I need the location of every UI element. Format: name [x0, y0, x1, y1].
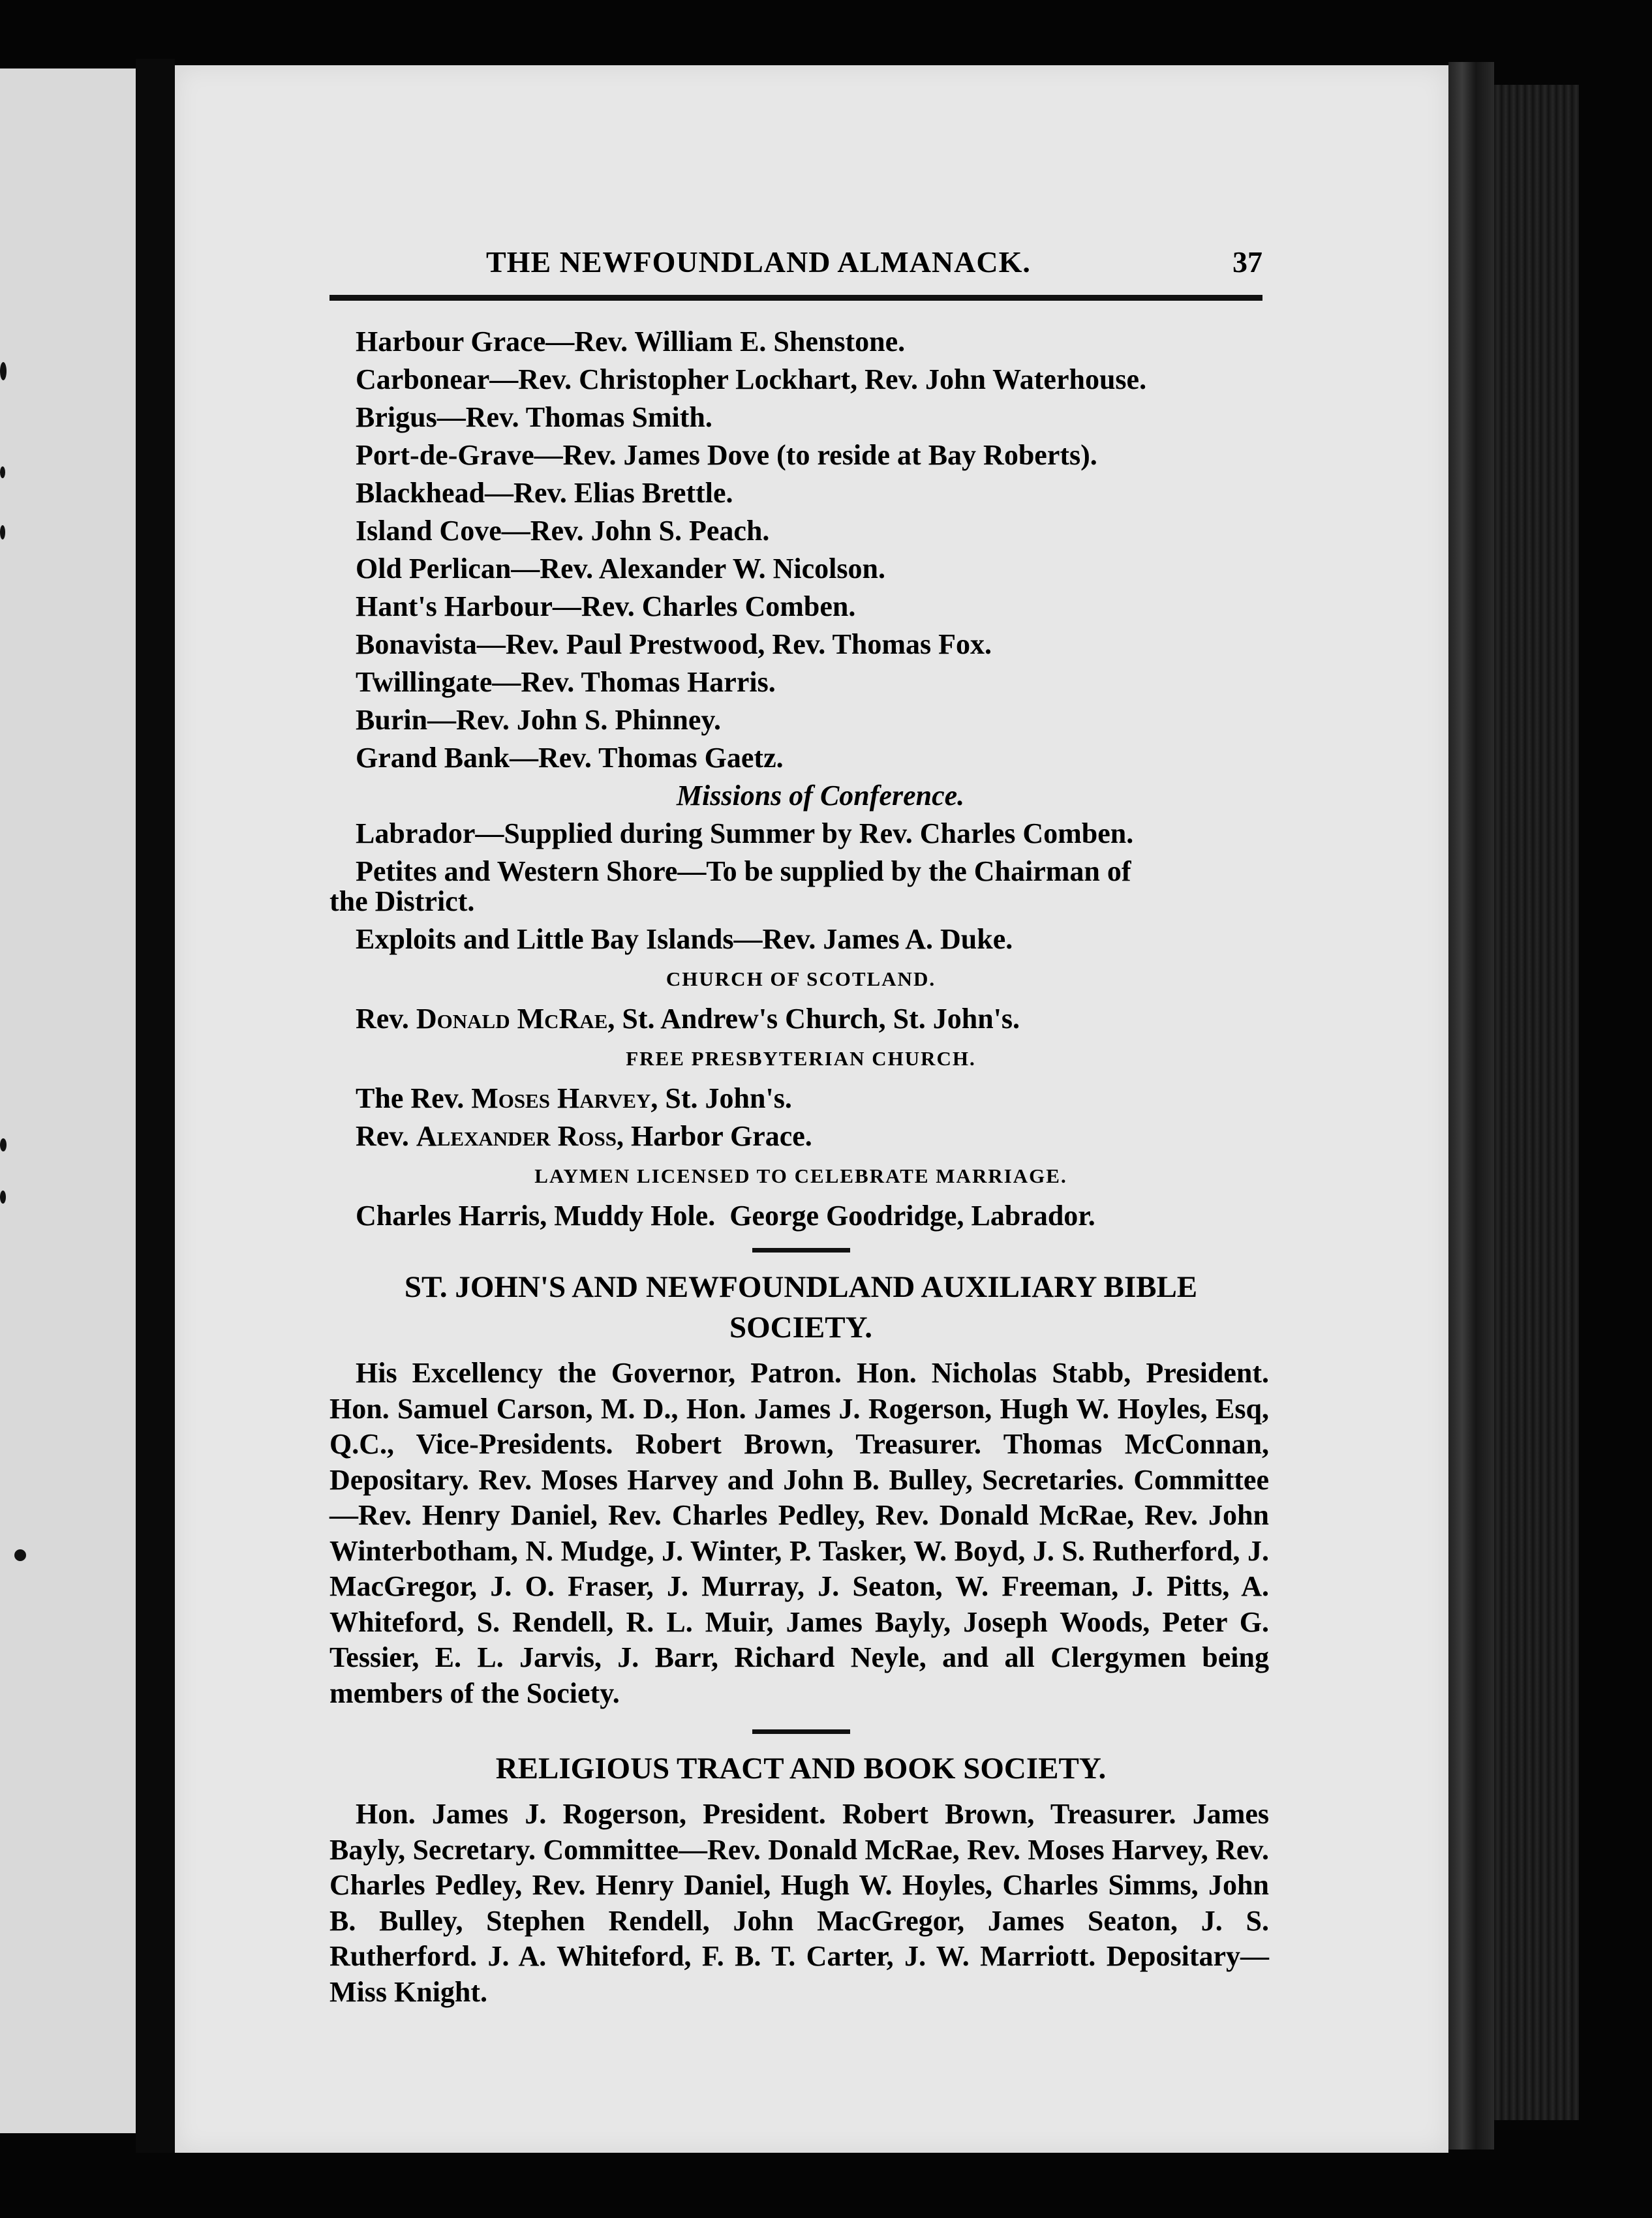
minister-name: Donald McRae,: [416, 1003, 615, 1035]
mission-line: Labrador—Supplied during Summer by Rev. Charles Comben.: [356, 817, 1134, 849]
station-line: Blackhead—Rev. Elias Brettle.: [356, 477, 733, 509]
station-line: Twillingate—Rev. Thomas Harris.: [356, 666, 776, 698]
tract-society-body: Hon. James J. Rogerson, President. Robert Brown, Treasurer. James Bayly, Secretary. Committee—Rev. Donald McRae, Rev. Moses Harvey, Rev. Charles Pedley, Rev. Henry Daniel, Hugh W. Hoyles, Charles Simms, John B. Bulley, Stephen Rendell, John MacGregor, James Seaton, J. S. Rutherford. J. A. Whiteford, F. B. T. Carter, J. W. Marriott. Depositary—Miss Knight.: [329, 1798, 1269, 2008]
entry-prefix: The Rev.: [356, 1082, 472, 1114]
station-line: Grand Bank—Rev. Thomas Gaetz.: [356, 742, 784, 774]
section-divider: [752, 1248, 850, 1253]
church-of-scotland-entry: [329, 1000, 1272, 1038]
station-line: Burin—Rev. John S. Phinney.: [356, 704, 721, 736]
station-line: Old Perlican—Rev. Alexander W. Nicolson.: [356, 553, 886, 585]
free-presbyterian-entry: [329, 1080, 1272, 1117]
entry-rest: St. Andrew's Church, St. John's.: [615, 1003, 1020, 1035]
book-block-edge: [1494, 85, 1579, 2120]
entry-rest: Harbor Grace.: [624, 1120, 812, 1152]
mission-line-continued: the District.: [329, 885, 475, 917]
minister-name: Moses Harvey,: [471, 1082, 658, 1114]
laymen-entry: Charles Harris, Muddy Hole. George Goodridge, Labrador.: [356, 1200, 1095, 1232]
station-line: Port-de-Grave—Rev. James Dove (to reside at Bay Roberts).: [356, 439, 1097, 471]
page-number: 37: [1232, 245, 1262, 279]
minister-name: Alexander Ross,: [416, 1120, 624, 1152]
bible-society-body: His Excellency the Governor, Patron. Hon. Nicholas Stabb, President. Hon. Samuel Carson, M. D., Hon. James J. Rogerson, Hugh W. Hoyles, Esq, Q.C., Vice-Presidents. Robert Brown, Treasurer. Thomas McConnan, Depositary. Rev. Moses Harvey and John B. Bulley, Secretaries. Committee—Rev. Henry Daniel, Rev. Charles Pedley, Rev. Donald McRae, Rev. John Winterbotham, N. Mudge, J. Winter, P. Tasker, W. Boyd, J. S. Rutherford, J. MacGregor, J. O. Fraser, J. Murray, J. Seaton, W. Freeman, J. Pitts, A. Whiteford, S. Rendell, R. L. Muir, James Bayly, Joseph Woods, Peter G. Tessier, E. L. Jarvis, J. Barr, Richard Neyle, and all Clergymen being members of the Society.: [329, 1357, 1269, 1709]
laymen-heading: LAYMEN LICENSED TO CELEBRATE MARRIAGE.: [534, 1164, 1067, 1187]
section-divider: [752, 1729, 850, 1734]
page-body: [329, 323, 1272, 2010]
running-head-title: THE NEWFOUNDLAND ALMANACK.: [486, 245, 1031, 279]
entry-prefix: Rev.: [356, 1120, 416, 1152]
station-line: Brigus—Rev. Thomas Smith.: [356, 401, 712, 433]
missions-heading: Missions of Conference.: [676, 780, 965, 812]
running-header: [329, 245, 1262, 290]
page-fore-edge: [1448, 62, 1494, 2150]
entry-prefix: Rev.: [356, 1003, 416, 1035]
mission-line: Exploits and Little Bay Islands—Rev. James A. Duke.: [356, 923, 1013, 955]
free-presbyterian-entry: [329, 1117, 1272, 1155]
bible-society-title: ST. JOHN'S AND NEWFOUNDLAND AUXILIARY BIBLE: [404, 1270, 1198, 1304]
station-line: Carbonear—Rev. Christopher Lockhart, Rev. John Waterhouse.: [356, 363, 1147, 395]
station-line: Harbour Grace—Rev. William E. Shenstone.: [356, 326, 906, 357]
station-line: Bonavista—Rev. Paul Prestwood, Rev. Thomas Fox.: [356, 628, 992, 660]
church-of-scotland-heading: CHURCH OF SCOTLAND.: [665, 967, 936, 990]
header-rule: [329, 295, 1262, 301]
book-gutter: [136, 59, 175, 2153]
free-presbyterian-heading: FREE PRESBYTERIAN CHURCH.: [626, 1047, 976, 1070]
mission-line: Petites and Western Shore—To be supplied by the Chairman of: [356, 855, 1131, 887]
entry-rest: St. John's.: [658, 1082, 792, 1114]
station-line: Hant's Harbour—Rev. Charles Comben.: [356, 590, 856, 622]
adjacent-page-edge: [0, 68, 136, 2133]
bible-society-title-continued: SOCIETY.: [729, 1311, 872, 1344]
tract-society-title: RELIGIOUS TRACT AND BOOK SOCIETY.: [495, 1752, 1107, 1785]
station-line: Island Cove—Rev. John S. Peach.: [356, 515, 770, 547]
